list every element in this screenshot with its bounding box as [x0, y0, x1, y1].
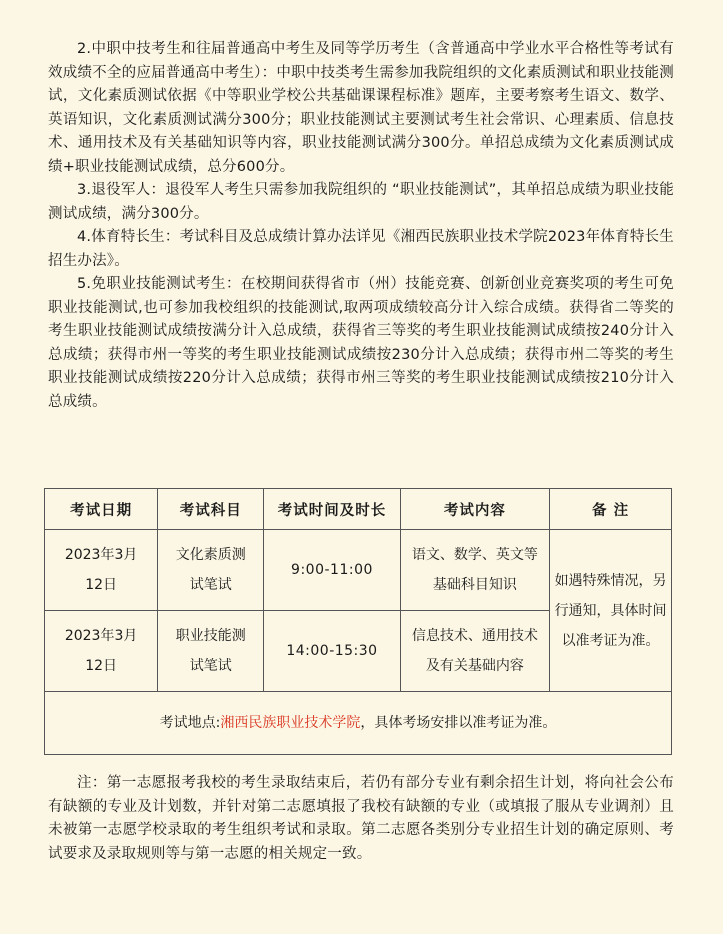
exam-time-cell: 9:00-11:00: [264, 530, 400, 611]
exam-date-line: 12日: [85, 577, 118, 593]
footnote: [48, 772, 674, 866]
footnote-text: 注：第一志愿报考我校的考生录取结束后，若仍有部分专业有剩余招生计划，将向社会公布有缺额的专业及计划数，并针对第二志愿填报了我校有缺额的专业（或填报了服从专业调剂）且未被第一志愿学校录取的考生组织考试和录取。第二志愿各类别分专业招生计划的确定原则、考试要求及录取规则等与第一志愿的相关规定一致。: [48, 775, 674, 862]
exam-location-name: 湘西民族职业技术学院: [220, 715, 361, 731]
table-row: [45, 530, 672, 611]
exam-subject-line: 试笔试: [189, 577, 232, 593]
exam-content-line: 语文、数学、英文等: [411, 547, 538, 563]
header-exam-date: 考试日期: [45, 489, 158, 530]
exam-subject-line: 文化素质测: [175, 547, 246, 563]
header-exam-subject: 考试科目: [158, 489, 264, 530]
exam-location-prefix: 考试地点:: [159, 715, 221, 731]
exam-location-suffix: ，具体考场安排以准考证为准。: [360, 715, 557, 731]
exam-content-line: 基础科目知识: [432, 577, 517, 593]
paragraph-item-2: 2.中职中技考生和往届普通高中考生及同等学历考生（含普通高中学业水平合格性等考试有效成绩不全的应届普通高中考生）：中职中技类考生需参加我院组织的文化素质测试和职业技能测试，文化素质测试依据《中等职业学校公共基础课课程标准》题库，主要考察考生语文、数学、英语知识，文化素质测试满分300分；职业技能测试主要测试考生社会常识、心理素质、信息技术、通用技术及有关基础知识等内容，职业技能测试满分300分。单招总成绩为文化素质测试成绩+职业技能测试成绩，总分600分。: [48, 41, 674, 175]
exam-date-cell: [45, 611, 158, 692]
exam-schedule-table: [44, 488, 672, 755]
exam-subject-cell: [158, 611, 264, 692]
exam-content-line: 及有关基础内容: [425, 658, 524, 674]
exam-content-line: 信息技术、通用技术: [411, 628, 538, 644]
header-exam-content: 考试内容: [400, 489, 550, 530]
remarks-line: 行通知，具体时间: [554, 602, 667, 619]
exam-time-cell: 14:00-15:30: [264, 611, 400, 692]
exam-subject-cell: [158, 530, 264, 611]
exam-date-cell: [45, 530, 158, 611]
body-text: [48, 38, 674, 414]
remarks-line: 以准考证为准。: [561, 632, 660, 649]
header-remarks: 备 注: [550, 489, 672, 530]
exam-date-line: 2023年3月: [64, 547, 138, 563]
exam-date-line: 2023年3月: [64, 628, 138, 644]
exam-location-row: [45, 692, 672, 755]
exam-location-cell: [45, 692, 672, 755]
exam-content-cell: [400, 530, 550, 611]
paragraph-item-3: 3.退役军人：退役军人考生只需参加我院组织的 “职业技能测试”，其单招总成绩为职业技能测试成绩，满分300分。: [48, 182, 674, 222]
table-header-row: [45, 489, 672, 530]
header-exam-time: 考试时间及时长: [264, 489, 400, 530]
exam-subject-line: 职业技能测: [175, 628, 246, 644]
remarks-line: 如遇特殊情况，另: [554, 572, 667, 589]
remarks-cell: [550, 530, 672, 692]
paragraph-item-5: 5.免职业技能测试考生：在校期间获得省市（州）技能竞赛、创新创业竞赛奖项的考生可免职业技能测试,也可参加我校组织的技能测试,取两项成绩较高分计入综合成绩。获得省二等奖的考生职业技能测试成绩按满分计入总成绩，获得省三等奖的考生职业技能测试成绩按240分计入总成绩；获得市州一等奖的考生职业技能测试成绩按230分计入总成绩；获得市州二等奖的考生职业技能测试成绩按220分计入总成绩；获得市州三等奖的考生职业技能测试成绩按210分计入总成绩。: [48, 276, 674, 410]
exam-subject-line: 试笔试: [189, 658, 232, 674]
paragraph-item-4: 4.体育特长生：考试科目及总成绩计算办法详见《湘西民族职业技术学院2023年体育特长生招生办法》。: [48, 229, 674, 269]
exam-date-line: 12日: [85, 658, 118, 674]
exam-content-cell: [400, 611, 550, 692]
